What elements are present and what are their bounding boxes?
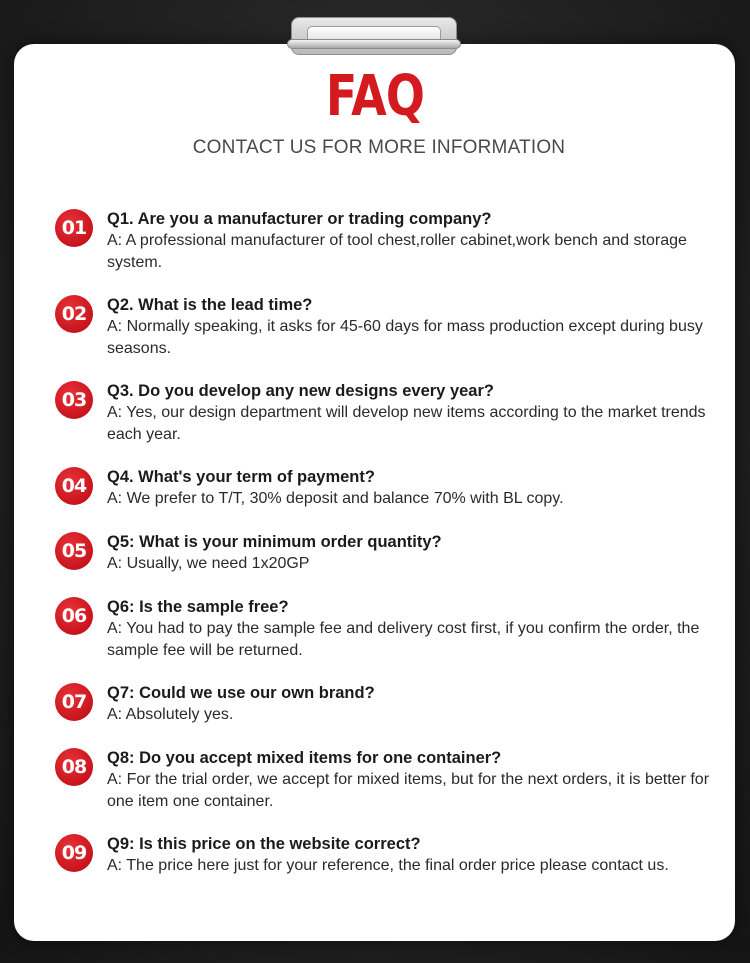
faq-question: Q1. Are you a manufacturer or trading company? (107, 210, 492, 228)
faq-number-badge: 06 (55, 597, 93, 635)
faq-answer: A: Usually, we need 1x20GP (107, 555, 310, 572)
page-subtitle: CONTACT US FOR MORE INFORMATION (192, 137, 566, 158)
faq-answer: A: You had to pay the sample fee and delivery cost first, if you confirm the order, the sample fee will be returned. (107, 620, 700, 659)
faq-answer: A: A professional manufacturer of tool chest,roller cabinet,work bench and storage system. (107, 232, 687, 271)
faq-number-badge: 09 (55, 834, 93, 872)
faq-question: Q6: Is the sample free? (107, 598, 289, 616)
clipboard-clip-icon (287, 17, 461, 57)
faq-answer: A: For the trial order, we accept for mixed items, but for the next orders, it is better for one item one container. (107, 771, 710, 810)
faq-answer: A: Normally speaking, it asks for 45-60 days for mass production except during busy seasons. (107, 318, 703, 357)
faq-number-badge: 04 (55, 467, 93, 505)
faq-answer: A: The price here just for your reference, the final order price please contact us. (107, 857, 669, 874)
faq-answer: A: Yes, our design department will develop new items according to the market trends each year. (107, 404, 706, 443)
clip-bar (287, 39, 461, 49)
faq-question: Q2. What is the lead time? (107, 296, 313, 314)
faq-question: Q7: Could we use our own brand? (107, 684, 375, 702)
faq-question: Q3. Do you develop any new designs every year? (107, 382, 494, 400)
faq-number-badge: 02 (55, 295, 93, 333)
faq-number-badge: 07 (55, 683, 93, 721)
faq-number-badge: 01 (55, 209, 93, 247)
faq-number-badge: 03 (55, 381, 93, 419)
faq-question: Q9: Is this price on the website correct? (107, 835, 421, 853)
faq-answer: A: We prefer to T/T, 30% deposit and balance 70% with BL copy. (107, 490, 564, 507)
faq-question: Q4. What's your term of payment? (107, 468, 375, 486)
faq-question: Q8: Do you accept mixed items for one container? (107, 749, 502, 767)
faq-number-badge: 05 (55, 532, 93, 570)
faq-number-badge: 08 (55, 748, 93, 786)
faq-answer: A: Absolutely yes. (107, 706, 234, 723)
page-title: FAQ (325, 64, 425, 129)
faq-question: Q5: What is your minimum order quantity? (107, 533, 442, 551)
